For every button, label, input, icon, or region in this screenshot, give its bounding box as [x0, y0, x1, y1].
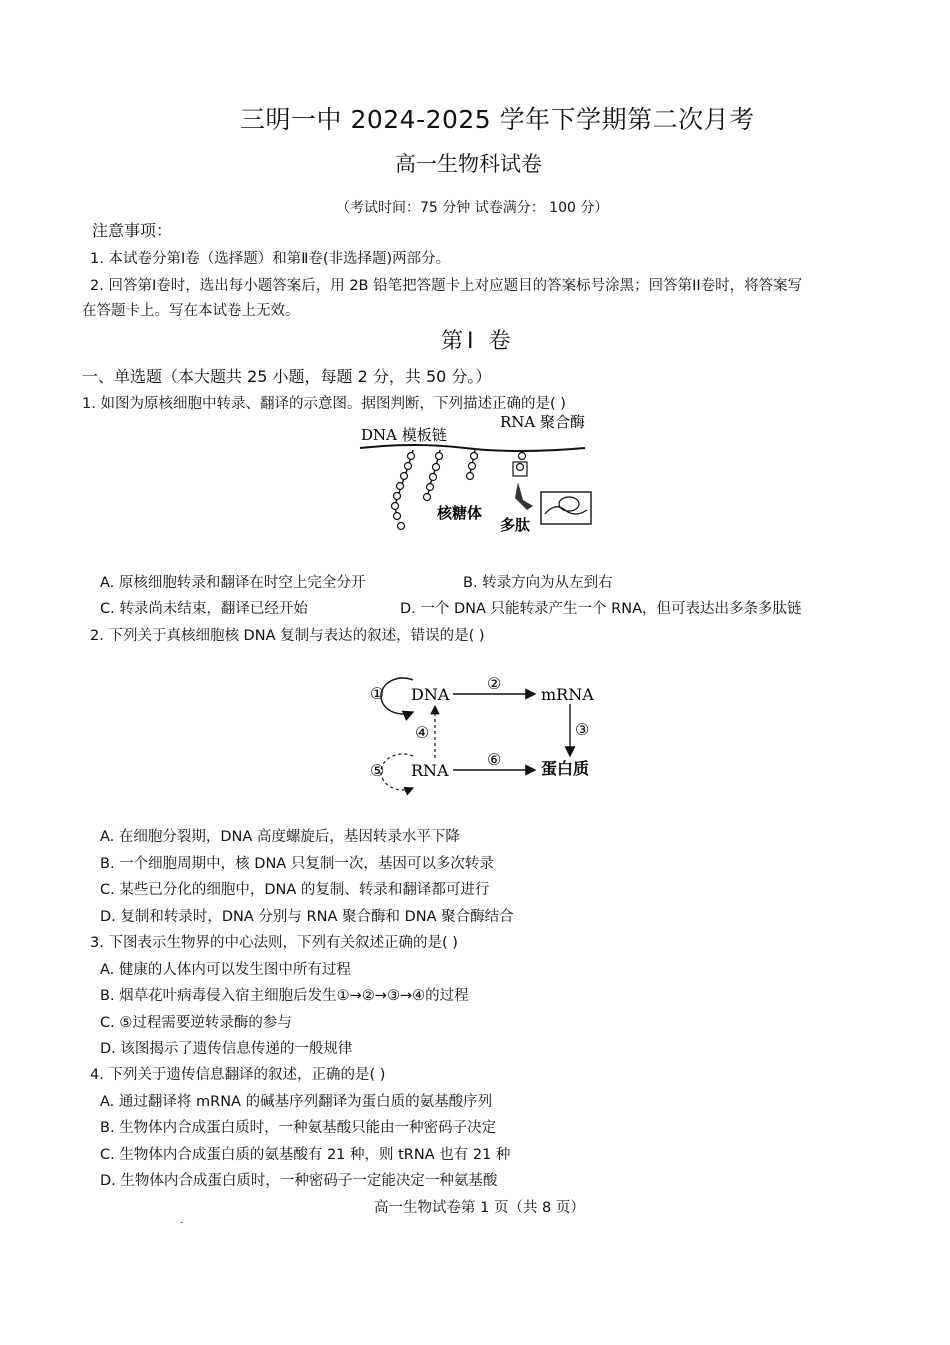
dna-strand [360, 445, 585, 451]
question-2-option-c[interactable]: C. 某些已分化的细胞中，DNA 的复制、转录和翻译都可进行 [100, 882, 490, 898]
question-4-stem: 4. 下列关于遗传信息翻译的叙述，正确的是( ) [90, 1067, 386, 1083]
question-4-option-c[interactable]: C. 生物体内合成蛋白质的氨基酸有 21 种，则 tRNA 也有 21 种 [100, 1147, 511, 1163]
question-2-option-d[interactable]: D. 复制和转录时，DNA 分别与 RNA 聚合酶和 DNA 聚合酶结合 [100, 909, 514, 925]
num-2: ② [487, 674, 502, 693]
question-3-option-d[interactable]: D. 该图揭示了遗传信息传递的一般规律 [100, 1041, 353, 1057]
question-1-option-a[interactable]: A. 原核细胞转录和翻译在时空上完全分开 [100, 575, 366, 591]
exam-subtitle: 高一生物科试卷 [395, 152, 542, 176]
protein-node: 蛋白质 [541, 759, 590, 778]
question-2-option-b[interactable]: B. 一个细胞周期中，核 DNA 只复制一次，基因可以多次转录 [100, 856, 494, 872]
central-dogma-figure [365, 670, 595, 795]
question-1-option-b[interactable]: B. 转录方向为从左到右 [463, 575, 613, 591]
exam-title: 三明一中 2024-2025 学年下学期第二次月考 [240, 105, 755, 134]
num-1: ① [370, 684, 385, 703]
num-6: ⑥ [487, 750, 502, 769]
rna-polymerase-label: RNA 聚合酶 [500, 413, 586, 431]
exam-info: （考试时间：75 分钟 试卷满分： 100 分） [336, 200, 609, 216]
question-2-stem: 2. 下列关于真核细胞核 DNA 复制与表达的叙述，错误的是( ) [90, 628, 485, 644]
ribosome-label: 核糖体 [437, 504, 483, 522]
question-2-option-a[interactable]: A. 在细胞分裂期，DNA 高度螺旋后，基因转录水平下降 [100, 829, 460, 845]
scan-speck [180, 1222, 183, 1223]
question-3-option-c[interactable]: C. ⑤过程需要逆转录酶的参与 [100, 1015, 292, 1031]
transcription-translation-figure [355, 410, 605, 540]
page-footer: 高一生物试卷第 1 页（共 8 页） [374, 1200, 585, 1216]
question-3-option-b[interactable]: B. 烟草花叶病毒侵入宿主细胞后发生①→②→③→④的过程 [100, 988, 469, 1004]
question-3-option-a[interactable]: A. 健康的人体内可以发生图中所有过程 [100, 962, 351, 978]
question-1-stem: 1. 如图为原核细胞中转录、翻译的示意图。据图判断，下列描述正确的是( ) [82, 396, 566, 412]
section-title: 一、单选题（本大题共 25 小题，每题 2 分，共 50 分。） [82, 367, 492, 386]
dna-template-label: DNA 模板链 [361, 426, 447, 444]
num-4: ④ [415, 723, 430, 742]
notice-item-2: 2. 回答第Ⅰ卷时，选出每小题答案后，用 2B 铅笔把答题卡上对应题目的答案标号涂黑；回答第ⅠⅠ卷时，将答案写 [90, 278, 803, 294]
part-title: 第Ⅰ 卷 [441, 329, 515, 354]
question-4-option-d[interactable]: D. 生物体内合成蛋白质时，一种密码子一定能决定一种氨基酸 [100, 1173, 498, 1189]
mrna-node: mRNA [541, 685, 594, 704]
dna-node: DNA [411, 685, 450, 704]
question-1-option-d[interactable]: D. 一个 DNA 只能转录产生一个 RNA，但可表达出多条多肽链 [400, 601, 802, 617]
peptide-label: 多肽 [500, 516, 531, 534]
question-3-stem: 3. 下图表示生物界的中心法则，下列有关叙述正确的是( ) [90, 935, 458, 951]
replication-loop-arrow [381, 678, 413, 714]
notice-item-2-cont: 在答题卡上。写在本试卷上无效。 [82, 303, 300, 319]
question-1-option-c[interactable]: C. 转录尚未结束，翻译已经开始 [100, 601, 308, 617]
rna-replication-loop-arrow [381, 754, 413, 790]
num-5: ⑤ [370, 761, 385, 780]
num-3: ③ [575, 720, 590, 739]
zoom-arrow [515, 482, 533, 510]
rna-node: RNA [411, 761, 449, 780]
question-4-option-a[interactable]: A. 通过翻译将 mRNA 的碱基序列翻译为蛋白质的氨基酸序列 [100, 1094, 493, 1110]
question-4-option-b[interactable]: B. 生物体内合成蛋白质时，一种氨基酸只能由一种密码子决定 [100, 1120, 497, 1136]
notice-item-1: 1. 本试卷分第Ⅰ卷（选择题）和第Ⅱ卷(非选择题)两部分。 [90, 251, 451, 267]
notice-heading: 注意事项： [92, 221, 173, 240]
